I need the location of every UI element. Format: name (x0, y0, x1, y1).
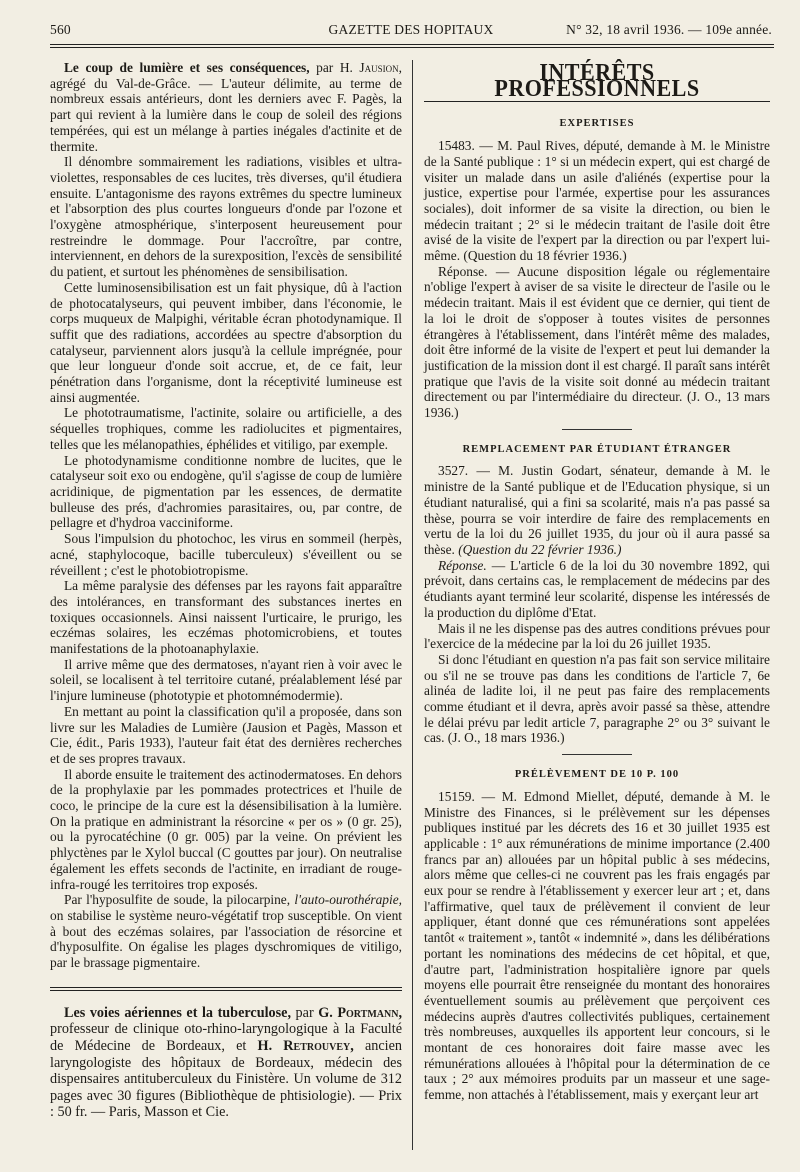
left-column (50, 60, 402, 1121)
s2-p3: Si donc l'étudiant en question n'a pas fait son service militaire ou s'il ne se trouve pas dans les conditions de l'article 7, 6e alinéa de ladite loi, il ne peut pas faire des remplacements comme étudiant et il devra, après avoir passé sa thèse, attendre le délai prévu par ledit article 7, paragraphe 2° ou 3° suivant le cas. (J. O., 18 mars 1936.) (424, 651, 770, 746)
review1-p7: La même paralysie des défenses par les rayons fait apparaître des intolérances, en transformant des substances inertes en toxiques occasionnels. Ainsi naissent l'urticaire, le prurigo, les eczémas solaires, les eczémas photomicrobiens, et toutes manifestations de la photoanaphylaxie. (50, 578, 402, 657)
s2-answer (424, 558, 770, 621)
review-divider (50, 987, 402, 991)
review1-p11-it: l'auto-ourothérapie, (294, 892, 402, 908)
review1-author: H. Jausion, (339, 60, 402, 75)
short-divider-2 (562, 754, 632, 755)
review1-p11-b: on stabilise le système neuro-végétatif trop susceptible. On vient à bout des eczémas solaires, par l'association de résorcine et d'hyposulfite. On égalise les plages dyschromiques de vitiligo, par le brassage pigmentaire. (50, 907, 402, 971)
review1-p4: Le phototraumatisme, l'actinite, solaire ou artificielle, a des séquelles trophiques, comme les radiolucites et pigmentaires, telles que les mélanopathies, éphélides et vitiligo, par exemple. (50, 405, 402, 452)
s2-reponse-label: Réponse. (438, 557, 487, 573)
header-rule (50, 44, 774, 48)
review2-author2: H. Retrouvey, (257, 1037, 354, 1054)
review1-by: par (309, 60, 340, 75)
subhead-prelevement: PRÉLÈVEMENT DE 10 P. 100 (514, 769, 680, 781)
review2-title: Les voies aériennes et la tuberculose, (64, 1004, 291, 1021)
journal-title: GAZETTE DES HOPITAUX (328, 22, 494, 37)
subhead-remplacement: REMPLACEMENT PAR ÉTUDIANT ÉTRANGER (462, 443, 732, 455)
review1-p11 (50, 892, 402, 971)
subhead-expertises: EXPERTISES (559, 118, 635, 130)
right-column (424, 60, 770, 1103)
review1-intro (50, 60, 402, 154)
s2-q-text: 3527. — M. Justin Godart, sénateur, demande à M. le ministre de la Santé publique et de l'Education physique, si un étudiant naturalisé, qui a fini sa scolarité, mais n'a pas passé sa thèse, pourra se voir interdire de faire des remplacements en vertu de la loi du 26 juillet 1935, du jour où il aura passé sa thèse. (424, 463, 770, 557)
s2-question (424, 463, 770, 557)
issue-info: N° 32, 18 avril 1936. — 109e année. (566, 22, 772, 37)
page-number: 560 (50, 22, 71, 37)
review1-p1: agrégé du Val-de-Grâce. — L'auteur délimite, au terme de nombreux essais antérieurs, dont les derniers avec F. Pagès, la part qui revient à la lumière dans le coup de soleil des régions tempérées, qui est un mélange à parties inégales d'actinite et de thermite. (50, 75, 402, 154)
review1-p6: Sous l'impulsion du photochoc, les virus en sommeil (herpès, acné, staphylocoque, bacille tuberculeux) s'éveillent ou se réveillent ; c'est le photobiotropisme. (50, 531, 402, 578)
review2-rest: ancien laryngologiste des hôpitaux de Bordeaux, médecin des dispensaires antituberculeux du Finistère. Un volume de 312 pages avec 30 figures (Bibliothèque de phtisiologie). — Prix : 50 fr. — Paris, Masson et Cie. (50, 1037, 402, 1121)
review1-p10: Il aborde ensuite le traitement des actinodermatoses. En dehors de la prophylaxie par les pommades protectrices et l'huile de coco, le principe de la cure est la désensibilisation à la lumière. On la pratique en administrant la résorcine « per os » (0 gr. 25), ou la pyrocatéchine (0 gr. 005) par la veine. On prévient les phlyctènes par le Xylol buccal (C gouttes par jour). On neutralise également les effets seconds de l'actinite, en irradiant de rouge-infra-rougé les territoires trop exposés. (50, 766, 402, 892)
review1-p3: Cette luminosensibilisation est un fait physique, dû à l'action de photocatalyseurs, qui peuvent imbiber, dans l'économie, le corps muqueux de Malpighi, véritable écran photodynamique. Il suffit que des radiations, accordées au spectre d'absorption du catalyseur, parviennent alors jusqu'à la cellule imprégnée, pour que leur longueur d'onde soit accrue, et, de ce fait, leur pénétration dans l'organisme, dont la réceptivité lumineuse est ainsi augmentée. (50, 279, 402, 405)
review1-title: Le coup de lumière et ses conséquences, (64, 60, 310, 75)
s1-question: 15483. — M. Paul Rives, député, demande à M. le Ministre de la Santé publique : 1° si un médecin expert, qui est chargé de visiter un malade dans un asile d'aliénés (expertise pour la justice, expertise pour l'armée, expertise pour les assurances sociales), doit informer de sa visite la direction, ou bien le médecin traitant ; 2° si le médecin traitant de l'asile doit être avisé de la visite de l'expert par la direction ou par l'expert lui-même. (Question du 18 février 1936.) (424, 138, 770, 264)
s2-p2: Mais il ne les dispense pas des autres conditions prévues pour l'exercice de la médecine par la loi du 26 juillet 1935. (424, 620, 770, 652)
review1-p11-a: Par l'hyposulfite de soude, la pilocarpine, (64, 892, 295, 908)
s2-answer-text: — L'article 6 de la loi du 30 novembre 1892, qui prévoit, dans certains cas, le remplacement de médecins par des étudiants ayant terminé leur scolarité, dispense les intéressés de la production du diplôme d'Etat. (424, 557, 770, 620)
review1-p5: Le photodynamisme conditionne nombre de lucites, que le catalyseur soit exo ou endogène, qu'il s'agisse de coup de lumière acridinique, de pigmentation par les essences, de dermatite bulleuse des prés, d'achromies parasitaires, ou, par contre, de pellagre et d'hydroa vacciniforme. (50, 452, 402, 531)
review1-p2: Il dénombre sommairement les radiations, visibles et ultra-violettes, responsables de ces lucites, très diverses, qu'il étudiera ensuite. L'antagonisme des rayons extrêmes du spectre lumineux et l'absorption des plus courtes longueurs d'onde par l'ozone et l'oxygène atmosphérique, s'interposent heureusement pour restreindre le dommage. Pour l'accroître, par contre, interviennent, en dehors de la surexposition, l'excès de sensibilité du patient, et surtout les phénomènes de sensibilisation. (50, 154, 402, 280)
s3-question: 15159. — M. Edmond Miellet, député, demande à M. le Ministre des Finances, si le prélèvement sur les dépenses publiques institué par les décrets des 16 et 30 juillet 1935 est applicable : 1° aux rémunérations de minime importance (2.400 francs par an) allouées par un hôpital public à ses médecins, alors même que celles-ci ne couvrent pas les frais engagés par eux pour se rendre à l'établissement y exercer leur art ; et, dans l'affirmative, quel taux de prélèvement il convient de leur appliquer, étant donné que ces rémunérations sont appelées tantôt « traitement », tantôt « indemnité », dans les délibérations portant les nominations des médecins de cet hôpital, et que, d'autre part, l'administration hospitalière ignore par quels moyens elle pourrait être renseignée du montant des honoraires éventuellement soumis au prélèvement que perçoivent ces médecins auprès d'autres collectivités publiques, certainement très nombreuses, auxquelles ils apportent leur concours, si le montant de ces honoraires doit faire masse avec les rémunérations allouées à l'hôpital pour la détermination de ce taux ; 2° aux mémoires produits par un masseur et une sage-femme, non attachés à l'établissement, mais y exerçant leur art (424, 788, 770, 1103)
review2-by: par (291, 1004, 319, 1021)
review2-mid: professeur de clinique oto-rhino-laryngologique à la Faculté de Médecine de Bordeaux, et (50, 1021, 402, 1054)
page-header (50, 22, 772, 42)
review1-p9: En mettant au point la classification qu'il a proposée, dans son livre sur les Maladies de Lumière (Jausion et Pagès, Masson et Cie, édit., Paris 1933), l'auteur fait état des dernières recherches et de ses propres travaux. (50, 703, 402, 766)
column-divider (412, 60, 413, 1150)
s2-q-date: (Question du 22 février 1936.) (458, 541, 622, 557)
section-title: INTÉRÊTS PROFESSIONNELS (494, 60, 700, 102)
s1-answer: Réponse. — Aucune disposition légale ou réglementaire n'oblige l'expert à aviser de sa visite le directeur de l'asile ou le médecin traitant. Mais il est évident que ce dernier, qui tient de la loi le droit de s'opposer à toutes visites de personnes étrangères à l'établissement, dans l'intérêt même des malades, doit être informé de la visite de l'expert et peut lui demander la justification de la mission dont il est chargé. Il paraît sans intérêt pratique que l'avis de la visite soit donné au médecin traitant directement ou par l'intermédiaire du directeur. (J. O., 13 mars 1936.) (424, 263, 770, 421)
review2-author1: G. Portmann, (318, 1004, 402, 1021)
review1-p8: Il arrive même que des dermatoses, n'ayant rien à voir avec le soleil, se localisent à tel territoire cutané, préalablement lésé par l'injure lumineuse (phototypie et photomnémodermie). (50, 656, 402, 704)
review2 (50, 1005, 402, 1121)
short-divider (562, 429, 632, 430)
